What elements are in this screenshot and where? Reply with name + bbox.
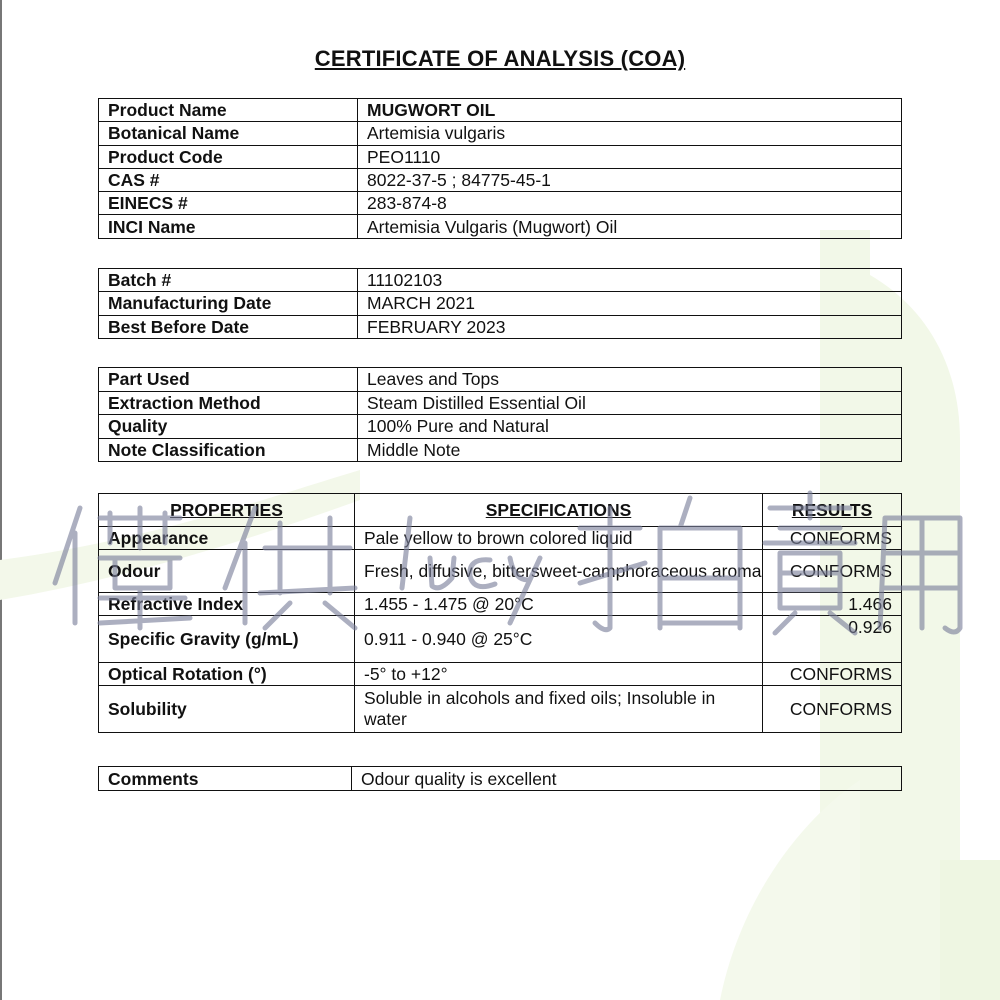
product-info-table xyxy=(98,98,902,239)
row-value: 8022-37-5 ; 84775-45-1 xyxy=(358,168,902,191)
row-value: 100% Pure and Natural xyxy=(358,415,902,439)
table-row xyxy=(99,616,902,663)
result-cell: CONFORMS xyxy=(763,663,902,686)
table-header-row xyxy=(99,494,902,527)
table-row xyxy=(99,99,902,122)
batch-info-table xyxy=(98,268,902,339)
header-properties: PROPERTIES xyxy=(99,494,355,527)
page-title: CERTIFICATE OF ANALYSIS (COA) xyxy=(314,46,686,71)
specification-cell: 1.455 - 1.475 @ 20°C xyxy=(355,593,763,616)
comments-table xyxy=(98,766,902,791)
row-label: Botanical Name xyxy=(99,122,358,145)
row-value: FEBRUARY 2023 xyxy=(358,315,902,338)
row-label: Extraction Method xyxy=(99,391,358,415)
property-cell: Solubility xyxy=(99,686,355,733)
row-label: Manufacturing Date xyxy=(99,292,358,315)
row-label: Note Classification xyxy=(99,438,358,462)
header-specifications: SPECIFICATIONS xyxy=(355,494,763,527)
properties-table xyxy=(98,493,902,733)
table-row xyxy=(99,315,902,338)
specification-cell: -5° to +12° xyxy=(355,663,763,686)
row-label: EINECS # xyxy=(99,192,358,215)
row-label: Product Code xyxy=(99,145,358,168)
table-row xyxy=(99,269,902,292)
table-row xyxy=(99,145,902,168)
property-cell: Appearance xyxy=(99,527,355,550)
result-cell: 0.926 xyxy=(763,616,902,663)
header-results: RESULTS xyxy=(763,494,902,527)
row-value: Artemisia vulgaris xyxy=(358,122,902,145)
row-label: INCI Name xyxy=(99,215,358,238)
result-cell: CONFORMS xyxy=(763,550,902,593)
table-row xyxy=(99,391,902,415)
table-row xyxy=(99,527,902,550)
row-value: Middle Note xyxy=(358,438,902,462)
table-row xyxy=(99,686,902,733)
row-value: Artemisia Vulgaris (Mugwort) Oil xyxy=(358,215,902,238)
table-row xyxy=(99,415,902,439)
table-row xyxy=(99,438,902,462)
row-value: PEO1110 xyxy=(358,145,902,168)
table-row xyxy=(99,663,902,686)
specification-cell: Pale yellow to brown colored liquid xyxy=(355,527,763,550)
row-value: Steam Distilled Essential Oil xyxy=(358,391,902,415)
usage-info-table xyxy=(98,367,902,462)
specification-cell: Fresh, diffusive, bittersweet-camphoraceous aroma xyxy=(355,550,763,593)
row-label: Quality xyxy=(99,415,358,439)
specification-cell: Soluble in alcohols and fixed oils; Insoluble in water xyxy=(355,686,763,733)
row-label: Product Name xyxy=(99,99,358,122)
row-label: Part Used xyxy=(99,368,358,392)
comments-label: Comments xyxy=(99,767,352,791)
product-name-value: MUGWORT OIL xyxy=(358,99,902,122)
row-value: MARCH 2021 xyxy=(358,292,902,315)
row-value: 283-874-8 xyxy=(358,192,902,215)
table-row xyxy=(99,192,902,215)
property-cell: Refractive Index xyxy=(99,593,355,616)
table-row xyxy=(99,550,902,593)
result-cell: CONFORMS xyxy=(763,686,902,733)
table-row xyxy=(99,215,902,238)
specification-cell: 0.911 - 0.940 @ 25°C xyxy=(355,616,763,663)
row-label: CAS # xyxy=(99,168,358,191)
comments-value: Odour quality is excellent xyxy=(352,767,902,791)
property-cell: Odour xyxy=(99,550,355,593)
table-row xyxy=(99,122,902,145)
property-cell: Specific Gravity (g/mL) xyxy=(99,616,355,663)
row-value: Leaves and Tops xyxy=(358,368,902,392)
table-row xyxy=(99,168,902,191)
property-cell: Optical Rotation (°) xyxy=(99,663,355,686)
row-value: 11102103 xyxy=(358,269,902,292)
table-row xyxy=(99,593,902,616)
table-row xyxy=(99,292,902,315)
table-row xyxy=(99,767,902,791)
table-row xyxy=(99,368,902,392)
row-label: Batch # xyxy=(99,269,358,292)
row-label: Best Before Date xyxy=(99,315,358,338)
result-cell: CONFORMS xyxy=(763,527,902,550)
result-cell: 1.466 xyxy=(763,593,902,616)
